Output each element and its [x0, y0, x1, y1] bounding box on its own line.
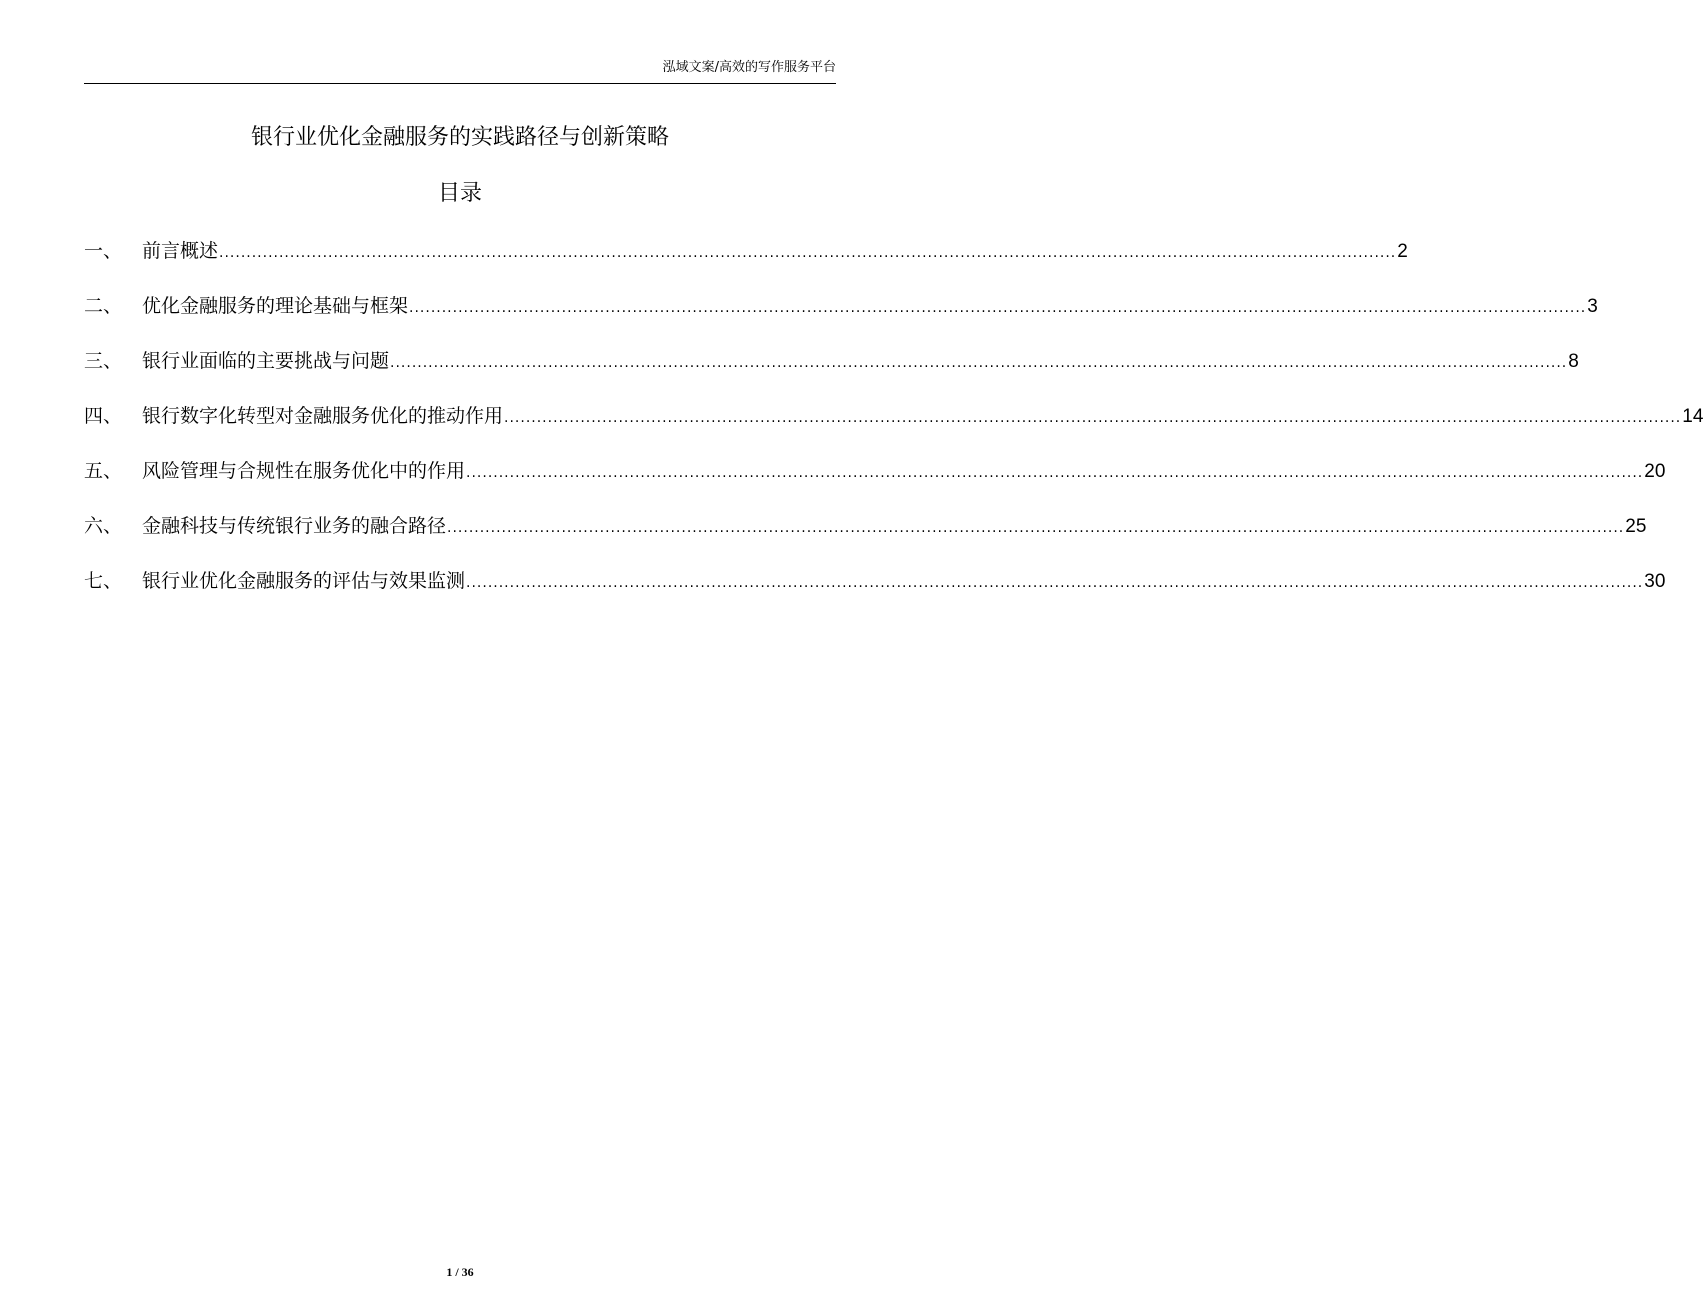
- toc-entry[interactable]: [84, 236, 1408, 291]
- document-title: 银行业优化金融服务的实践路径与创新策略: [250, 125, 669, 150]
- toc-entry-page: 14: [1682, 406, 1703, 427]
- toc-entry-label: 金融科技与传统银行业务的融合路径: [142, 515, 447, 537]
- toc-dot-leader: ........................................................................................................................................................................................................................: [219, 245, 1397, 261]
- toc-entry-page: 25: [1625, 516, 1647, 537]
- page-number-indicator: 1 / 36: [446, 1265, 474, 1279]
- table-of-contents: [84, 236, 1703, 621]
- toc-entry-page: 20: [1644, 461, 1666, 482]
- toc-entry-label: 前言概述: [142, 240, 219, 262]
- toc-entry-number: 三、: [84, 350, 123, 372]
- toc-entry-label: 银行业面临的主要挑战与问题: [142, 350, 390, 372]
- toc-entry[interactable]: [84, 346, 1579, 401]
- toc-heading: 目录: [437, 181, 482, 206]
- toc-entry[interactable]: [84, 566, 1666, 621]
- toc-entry-page: 30: [1644, 571, 1666, 592]
- toc-entry-page: 8: [1568, 351, 1579, 372]
- toc-entry-number: 四、: [84, 405, 123, 427]
- toc-dot-leader: ........................................................................................................................................................................................................................: [409, 300, 1587, 316]
- toc-dot-leader: ........................................................................................................................................................................................................................: [466, 465, 1644, 481]
- toc-dot-leader: ........................................................................................................................................................................................................................: [504, 410, 1682, 426]
- toc-entry-label: 银行数字化转型对金融服务优化的推动作用: [142, 405, 504, 427]
- header-divider: [84, 83, 836, 84]
- toc-dot-leader: ........................................................................................................................................................................................................................: [466, 575, 1644, 591]
- toc-entry-label: 优化金融服务的理论基础与框架: [142, 295, 409, 317]
- toc-entry[interactable]: [84, 456, 1666, 511]
- toc-dot-leader: ........................................................................................................................................................................................................................: [447, 520, 1625, 536]
- toc-entry-number: 五、: [84, 460, 123, 482]
- toc-entry-label: 风险管理与合规性在服务优化中的作用: [142, 460, 466, 482]
- toc-entry-number: 一、: [84, 240, 123, 262]
- toc-entry-number: 二、: [84, 295, 123, 317]
- toc-entry-number: 七、: [84, 570, 123, 592]
- toc-entry-number: 六、: [84, 515, 123, 537]
- toc-entry-label: 银行业优化金融服务的评估与效果监测: [142, 570, 466, 592]
- toc-entry-page: 3: [1587, 296, 1598, 317]
- page-header: 泓域文案/高效的写作服务平台: [662, 60, 836, 75]
- toc-entry[interactable]: [84, 511, 1647, 566]
- toc-dot-leader: ........................................................................................................................................................................................................................: [390, 355, 1568, 371]
- toc-entry-page: 2: [1397, 241, 1408, 262]
- toc-entry[interactable]: [84, 291, 1598, 346]
- toc-entry[interactable]: [84, 401, 1703, 456]
